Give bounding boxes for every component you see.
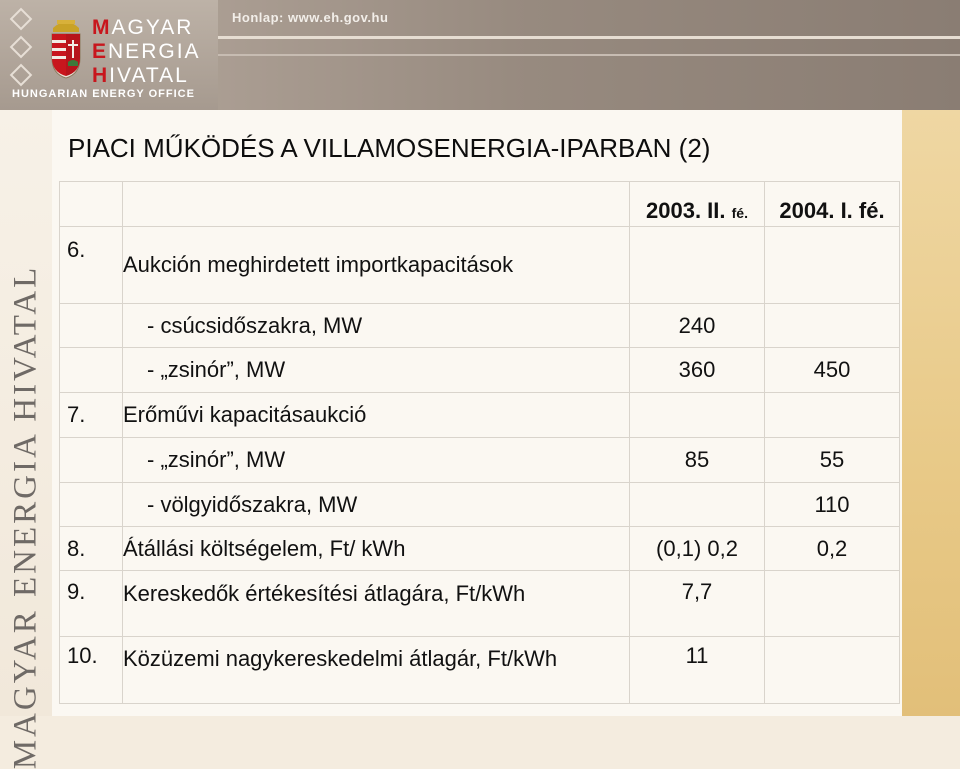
row-number: 10. [60,637,123,704]
data-table [59,181,900,704]
value-2003: 11 [630,637,765,704]
side-panel [0,110,52,769]
row-number: 6. [60,227,123,304]
value-2003 [630,227,765,304]
row-number [60,483,123,527]
logo-subtitle: HUNGARIAN ENERGY OFFICE [12,88,195,100]
value-2003: (0,1) 0,2 [630,527,765,571]
table-row [60,348,900,393]
value-2004: 450 [765,348,900,393]
row-label: - völgyidőszakra, MW [147,491,358,517]
logo [0,0,218,110]
value-2004 [765,571,900,637]
homepage-link[interactable]: Honlap: www.eh.gov.hu [232,10,389,25]
divider [218,54,960,56]
value-2004 [765,637,900,704]
table-row [60,304,900,348]
value-2004 [765,227,900,304]
value-2003 [630,393,765,438]
row-label: Kereskedők értékesítési átlagára, Ft/kWh [123,571,630,637]
row-label: Aukción meghirdetett importkapacitások [123,227,630,304]
row-label: Erőművi kapacitásaukció [123,393,630,438]
side-vertical-text: MAGYAR ENERGIA HIVATAL [7,264,44,769]
row-number: 7. [60,393,123,438]
row-label: - csúcsidőszakra, MW [147,312,363,338]
divider [218,36,960,39]
table-row [60,227,900,304]
row-label: Közüzemi nagykereskedelmi átlagár, Ft/kWh [123,637,630,704]
row-label: - „zsinór”, MW [147,447,286,472]
value-2003: 85 [630,438,765,483]
table-row [60,527,900,571]
row-number [60,304,123,348]
logo-line-2: ENERGIA [92,40,201,63]
diamond-icon [10,8,33,31]
table-row [60,393,900,438]
column-header-2003: 2003. II. fé. [630,182,765,227]
row-label: Átállási költségelem, Ft/ kWh [123,527,630,571]
table-row [60,571,900,637]
column-header-2004: 2004. I. fé. [765,182,900,227]
value-2003: 240 [630,304,765,348]
diamond-icon [10,64,33,87]
value-2003: 7,7 [630,571,765,637]
value-2003 [630,483,765,527]
value-2004: 55 [765,438,900,483]
header-banner [0,0,960,110]
row-number [60,438,123,483]
row-number [60,348,123,393]
table-row [60,637,900,704]
value-2004: 0,2 [765,527,900,571]
row-number: 8. [60,527,123,571]
table-header-row [60,182,900,227]
row-number: 9. [60,571,123,637]
gold-stripe [902,110,960,716]
table-row [60,438,900,483]
page-title: PIACI MŰKÖDÉS A VILLAMOSENERGIA-IPARBAN (2) [68,133,711,163]
value-2004 [765,304,900,348]
value-2004: 110 [765,483,900,527]
logo-line-1: MAGYAR [92,16,194,39]
coat-of-arms-icon [47,14,85,80]
value-2004 [765,393,900,438]
value-2003: 360 [630,348,765,393]
logo-line-3: HIVATAL [92,64,189,87]
diamond-icon [10,36,33,59]
row-label: - „zsinór”, MW [147,357,286,382]
table-row [60,483,900,527]
